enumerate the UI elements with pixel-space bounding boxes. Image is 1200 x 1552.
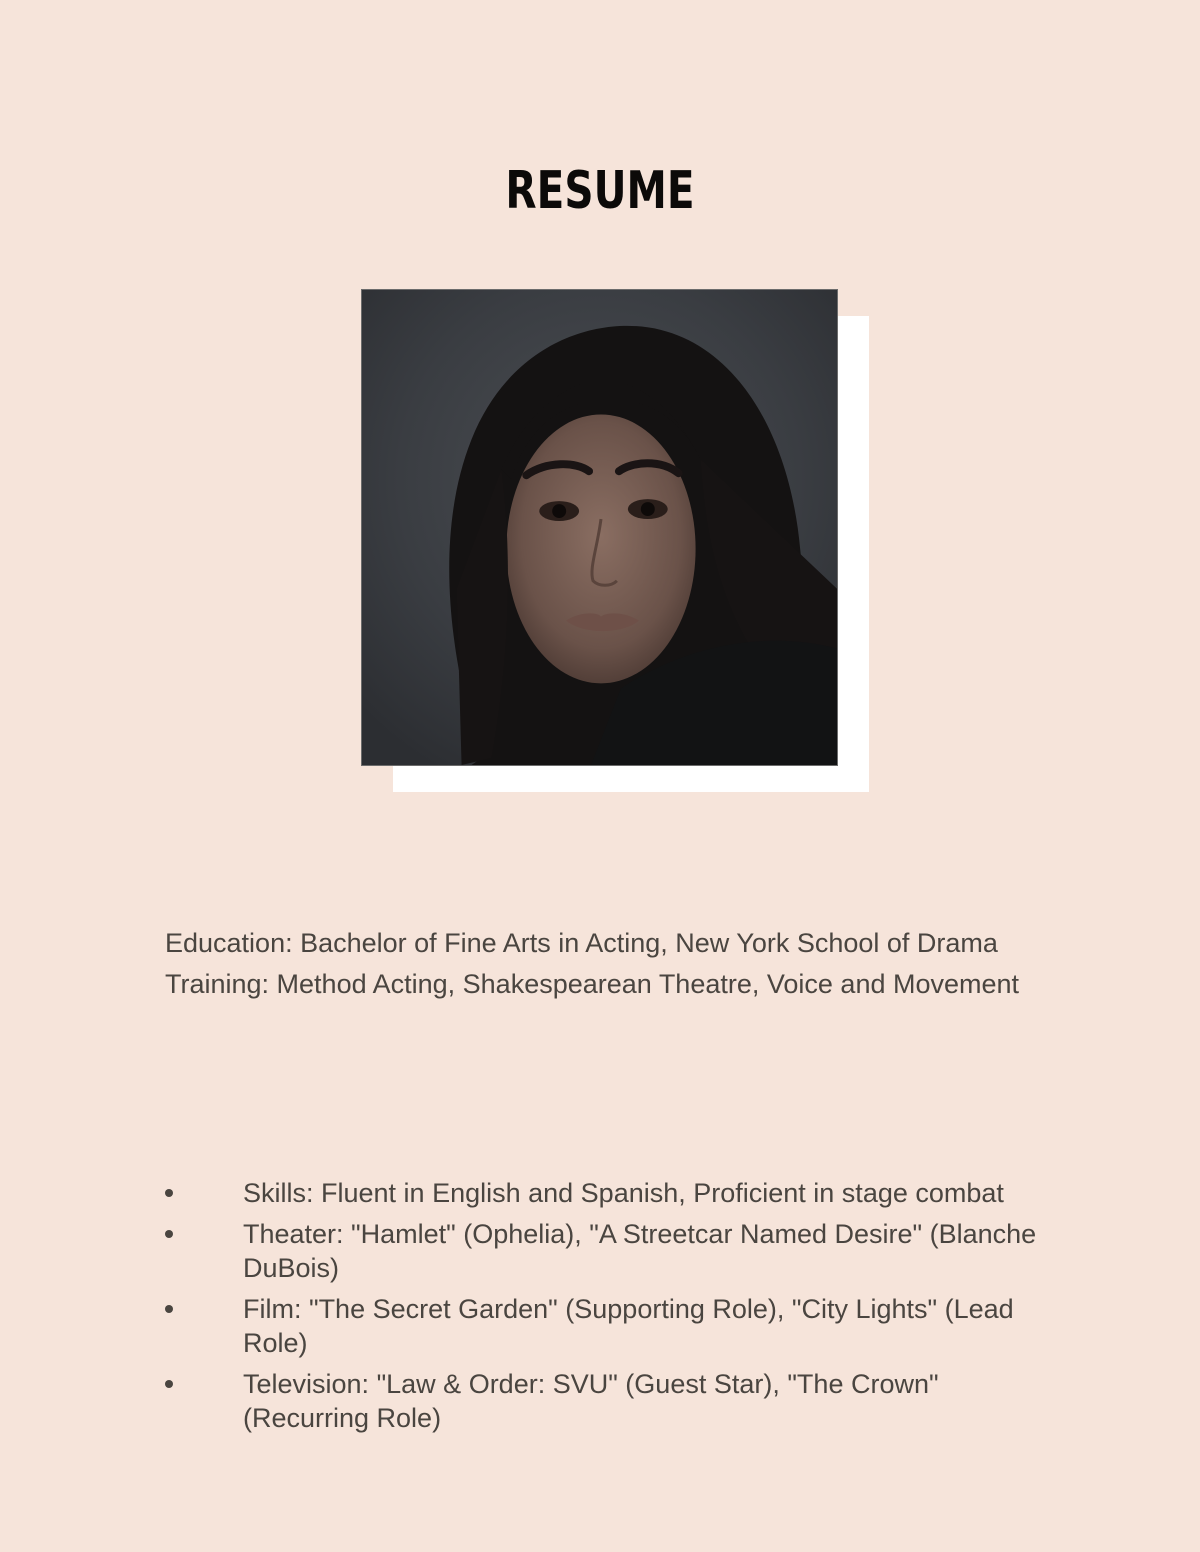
training-line: Training: Method Acting, Shakespearean Theatre, Voice and Movement — [165, 969, 1020, 999]
list-item-film — [165, 1292, 1045, 1360]
experience-list — [165, 1176, 1045, 1442]
bullet-icon — [165, 1189, 173, 1197]
education-section — [165, 926, 1045, 1008]
list-item-theater — [165, 1217, 1045, 1285]
headshot-photo — [361, 289, 838, 766]
bullet-icon — [165, 1305, 173, 1313]
list-item-text: Film: "The Secret Garden" (Supporting Role), "City Lights" (Lead Role) — [243, 1294, 1014, 1358]
list-item-text: Television: "Law & Order: SVU" (Guest Star), "The Crown" (Recurring Role) — [243, 1369, 939, 1433]
portrait-image-icon — [362, 290, 837, 765]
education-line: Education: Bachelor of Fine Arts in Acting, New York School of Drama — [165, 928, 998, 958]
page-title: RESUME — [505, 160, 695, 221]
list-item-skills — [165, 1176, 1045, 1210]
bullet-icon — [165, 1230, 173, 1238]
list-item-television — [165, 1367, 1045, 1435]
list-item-text: Theater: "Hamlet" (Ophelia), "A Streetcar Named Desire" (Blanche DuBois) — [243, 1219, 1037, 1283]
list-item-text: Skills: Fluent in English and Spanish, Proficient in stage combat — [243, 1178, 1004, 1208]
bullet-icon — [165, 1380, 173, 1388]
